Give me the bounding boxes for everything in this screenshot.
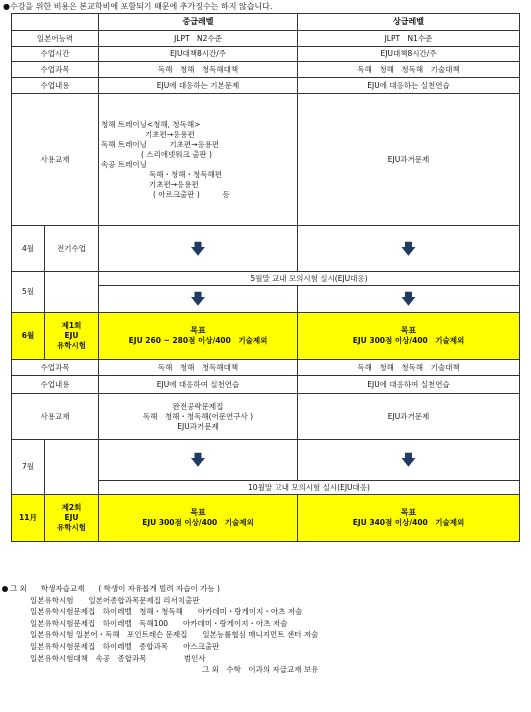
hours-high: EJU대책8시간/주 xyxy=(298,47,520,62)
subjects-mid: 독해 청해 청독해대책 xyxy=(99,62,298,78)
material-line: 독해・청해・청독해편 xyxy=(149,169,222,179)
june-high-goal xyxy=(298,313,520,360)
ability-mid: JLPT N2수준 xyxy=(99,31,298,47)
exam-line: EJU xyxy=(64,331,79,340)
materials2-label: 사용교재 xyxy=(12,394,99,440)
header-row xyxy=(12,14,520,31)
materials-mid-list xyxy=(99,94,298,226)
goal-score: EJU 300점 이상/400 기술제외 xyxy=(142,518,254,527)
ability-high: JLPT N1수준 xyxy=(298,31,520,47)
footer-lead-note: ( 학생이 자유롭게 빌려 자습이 가능 ) xyxy=(98,584,220,593)
goal-score: EJU 300점 이상/400 기술제외 xyxy=(352,336,465,345)
ability-label: 일본어능력 xyxy=(12,31,99,47)
goal-label: 목표 xyxy=(190,326,206,335)
material-line: ( 스리에넷워크 출판 ) xyxy=(141,149,212,159)
content-mid: EJU에 대응하는 기본문제 xyxy=(99,78,298,94)
footer-line: 일본유학시험 일본어종합과목문제집 리서치출판 xyxy=(30,595,200,605)
content-label: 수업내용 xyxy=(12,78,99,94)
subjects2-high: 독해 청해 청독해 기술대책 xyxy=(298,360,520,376)
down-arrow-icon: 🡇 xyxy=(298,286,520,313)
april-row xyxy=(12,226,520,272)
bullet-icon xyxy=(2,586,8,592)
down-arrow-icon: 🡇 xyxy=(99,440,298,481)
may-month: 5월 xyxy=(12,272,45,313)
self-study-materials xyxy=(2,583,318,676)
june-exam-name xyxy=(45,313,99,360)
subjects-high: 독해 청해 청독해 기술대책 xyxy=(298,62,520,78)
content-row xyxy=(12,78,520,94)
may-mock-exam: 5월말 교내 모의시험 실시(EJU대응) xyxy=(99,272,520,286)
july-arrow-row xyxy=(12,440,520,481)
content2-row xyxy=(12,376,520,394)
april-label: 전기수업 xyxy=(45,226,99,272)
down-arrow-icon: 🡇 xyxy=(99,226,298,272)
ability-row xyxy=(12,31,520,47)
material-line: 속공 트레이닝 xyxy=(101,159,147,169)
april-month: 4월 xyxy=(12,226,45,272)
footer-line: 일본유학시험대책 속공 종합과목 범인사 xyxy=(30,653,206,663)
goal-label: 목표 xyxy=(400,326,417,335)
footer-line: 일본유학시험문제집 하이레벨 독해100 아카데미・랑게이지・아츠 저술 xyxy=(30,618,288,628)
down-arrow-icon: 🡇 xyxy=(298,440,520,481)
material-line: EJU과거문제 xyxy=(177,421,219,431)
july-month: 7월 xyxy=(12,440,45,495)
nov-month: 11月 xyxy=(12,495,45,542)
materials2-row xyxy=(12,394,520,440)
june-mid-goal xyxy=(99,313,298,360)
self-study-heading xyxy=(2,583,318,595)
header-high-level: 상급레벨 xyxy=(298,14,520,31)
goal-score: EJU 340점 이상/400 기술제외 xyxy=(352,518,465,527)
footer-lead-title: 학생자습교재 xyxy=(40,584,85,593)
subjects2-mid: 독해 청해 청독해대책 xyxy=(99,360,298,376)
hours-mid: EJU대책8시간/주 xyxy=(99,47,298,62)
goal-label: 목표 xyxy=(190,508,206,517)
subjects2-label: 수업과목 xyxy=(12,360,99,376)
nov-exam-name xyxy=(45,495,99,542)
curriculum-table xyxy=(11,13,520,542)
subjects2-row xyxy=(12,360,520,376)
down-arrow-icon: 🡇 xyxy=(298,226,520,272)
header-blank xyxy=(12,14,99,31)
oct-mock-exam: 10월말 고내 모의시험 실시(EJU대응) xyxy=(99,481,520,495)
materials-label: 사용교재 xyxy=(12,94,99,226)
materials-high: EJU과거문제 xyxy=(298,94,520,226)
content2-label: 수업내용 xyxy=(12,376,99,394)
material-line: 청해 트레이닝<청해, 청독해> xyxy=(101,119,201,129)
subjects-row xyxy=(12,62,520,78)
nov-exam-row xyxy=(12,495,520,542)
subjects-label: 수업과목 xyxy=(12,62,99,78)
tuition-note: ●수강을 위한 비용은 본교학비에 포함되기 때문에 추가징수는 하지 않습니다. xyxy=(3,2,273,11)
may-mock-row xyxy=(12,272,520,286)
footer-line: 일본유학시험문제집 하이레벨 청해・청독해 아카데미・랑게이지・아츠 저술 xyxy=(30,607,303,617)
material-line: 독해 트레이닝 기초편→응용편 xyxy=(101,139,220,149)
footer-lead-label: 그 외 xyxy=(10,584,27,593)
exam-line: 유학시험 xyxy=(57,523,86,532)
material-line: 기초편→응용편 xyxy=(145,129,195,139)
content2-high: EJU에 대응하여 실천연습 xyxy=(298,376,520,394)
goal-score: EJU 260 ~ 280점 이상/400 기술제외 xyxy=(128,336,268,345)
exam-line: 유학시험 xyxy=(57,341,86,350)
june-month: 6월 xyxy=(12,313,45,360)
content-high: EJU에 대응하는 실천연습 xyxy=(298,78,520,94)
material-line: 완전공략문제집 xyxy=(172,401,224,411)
footer-line: 일본유학시험문제집 하이레벨 종합과목 아스크출판 xyxy=(30,641,220,651)
hours-row xyxy=(12,47,520,62)
footer-line: 일본유학시험 일본어・독해 포인트레슨 문제집 일본능률협심 매니지먼트 센터 저술 xyxy=(30,630,319,640)
content2-mid: EJU에 대응하여 실천연습 xyxy=(99,376,298,394)
material-line: ( 아르크출판 ) 등 xyxy=(153,189,230,199)
exam-line: 제2회 xyxy=(61,503,82,512)
nov-high-goal xyxy=(298,495,520,542)
footer-last-line: 그 외 수학 이과의 자급교재 보유 xyxy=(202,665,319,675)
exam-line: 제1회 xyxy=(61,321,82,330)
hours-label: 수업시간 xyxy=(12,47,99,62)
goal-label: 목표 xyxy=(400,508,417,517)
material-line: 기초편→응용편 xyxy=(149,179,199,189)
down-arrow-icon: 🡇 xyxy=(99,286,298,313)
exam-line: EJU xyxy=(64,513,79,522)
june-exam-row xyxy=(12,313,520,360)
materials2-mid-list xyxy=(99,394,298,440)
materials-row xyxy=(12,94,520,226)
header-mid-level: 중급레벨 xyxy=(99,14,298,31)
may-blank xyxy=(45,272,99,313)
nov-mid-goal xyxy=(99,495,298,542)
material-line: 독해 청해・청독해(어문연구사 ) xyxy=(142,411,254,421)
july-blank xyxy=(45,440,99,495)
materials2-high: EJU과거문제 xyxy=(298,394,520,440)
